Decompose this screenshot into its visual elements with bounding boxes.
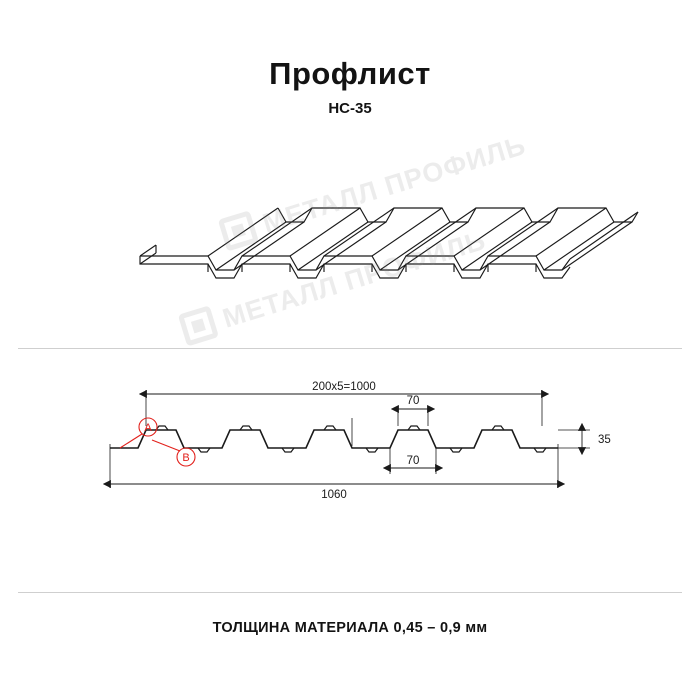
svg-text:МЕТАЛЛ ПРОФИЛЬ: МЕТАЛЛ ПРОФИЛЬ bbox=[259, 129, 530, 239]
callout-a-label: A bbox=[144, 422, 152, 434]
dimension-pitch: 200x5=1000 bbox=[312, 381, 376, 393]
thickness-note: ТОЛЩИНА МАТЕРИАЛА 0,45 – 0,9 мм bbox=[212, 620, 488, 636]
dimension-rib-bottom: 70 bbox=[406, 455, 420, 467]
dimension-height: 35 bbox=[598, 434, 611, 446]
divider-bottom bbox=[18, 592, 682, 593]
dimension-rib-top: 70 bbox=[406, 395, 420, 407]
dimension-total-width: 1060 bbox=[321, 489, 347, 501]
isometric-profile-illustration bbox=[60, 160, 640, 330]
model-designation: НС-35 bbox=[328, 100, 372, 117]
cross-section-drawing bbox=[90, 378, 630, 508]
callout-b-label: B bbox=[182, 452, 190, 464]
svg-text:МЕТАЛЛ ПРОФИЛЬ: МЕТАЛЛ ПРОФИЛЬ bbox=[219, 224, 490, 334]
divider-top bbox=[18, 348, 682, 349]
page-title: Профлист bbox=[269, 56, 431, 91]
